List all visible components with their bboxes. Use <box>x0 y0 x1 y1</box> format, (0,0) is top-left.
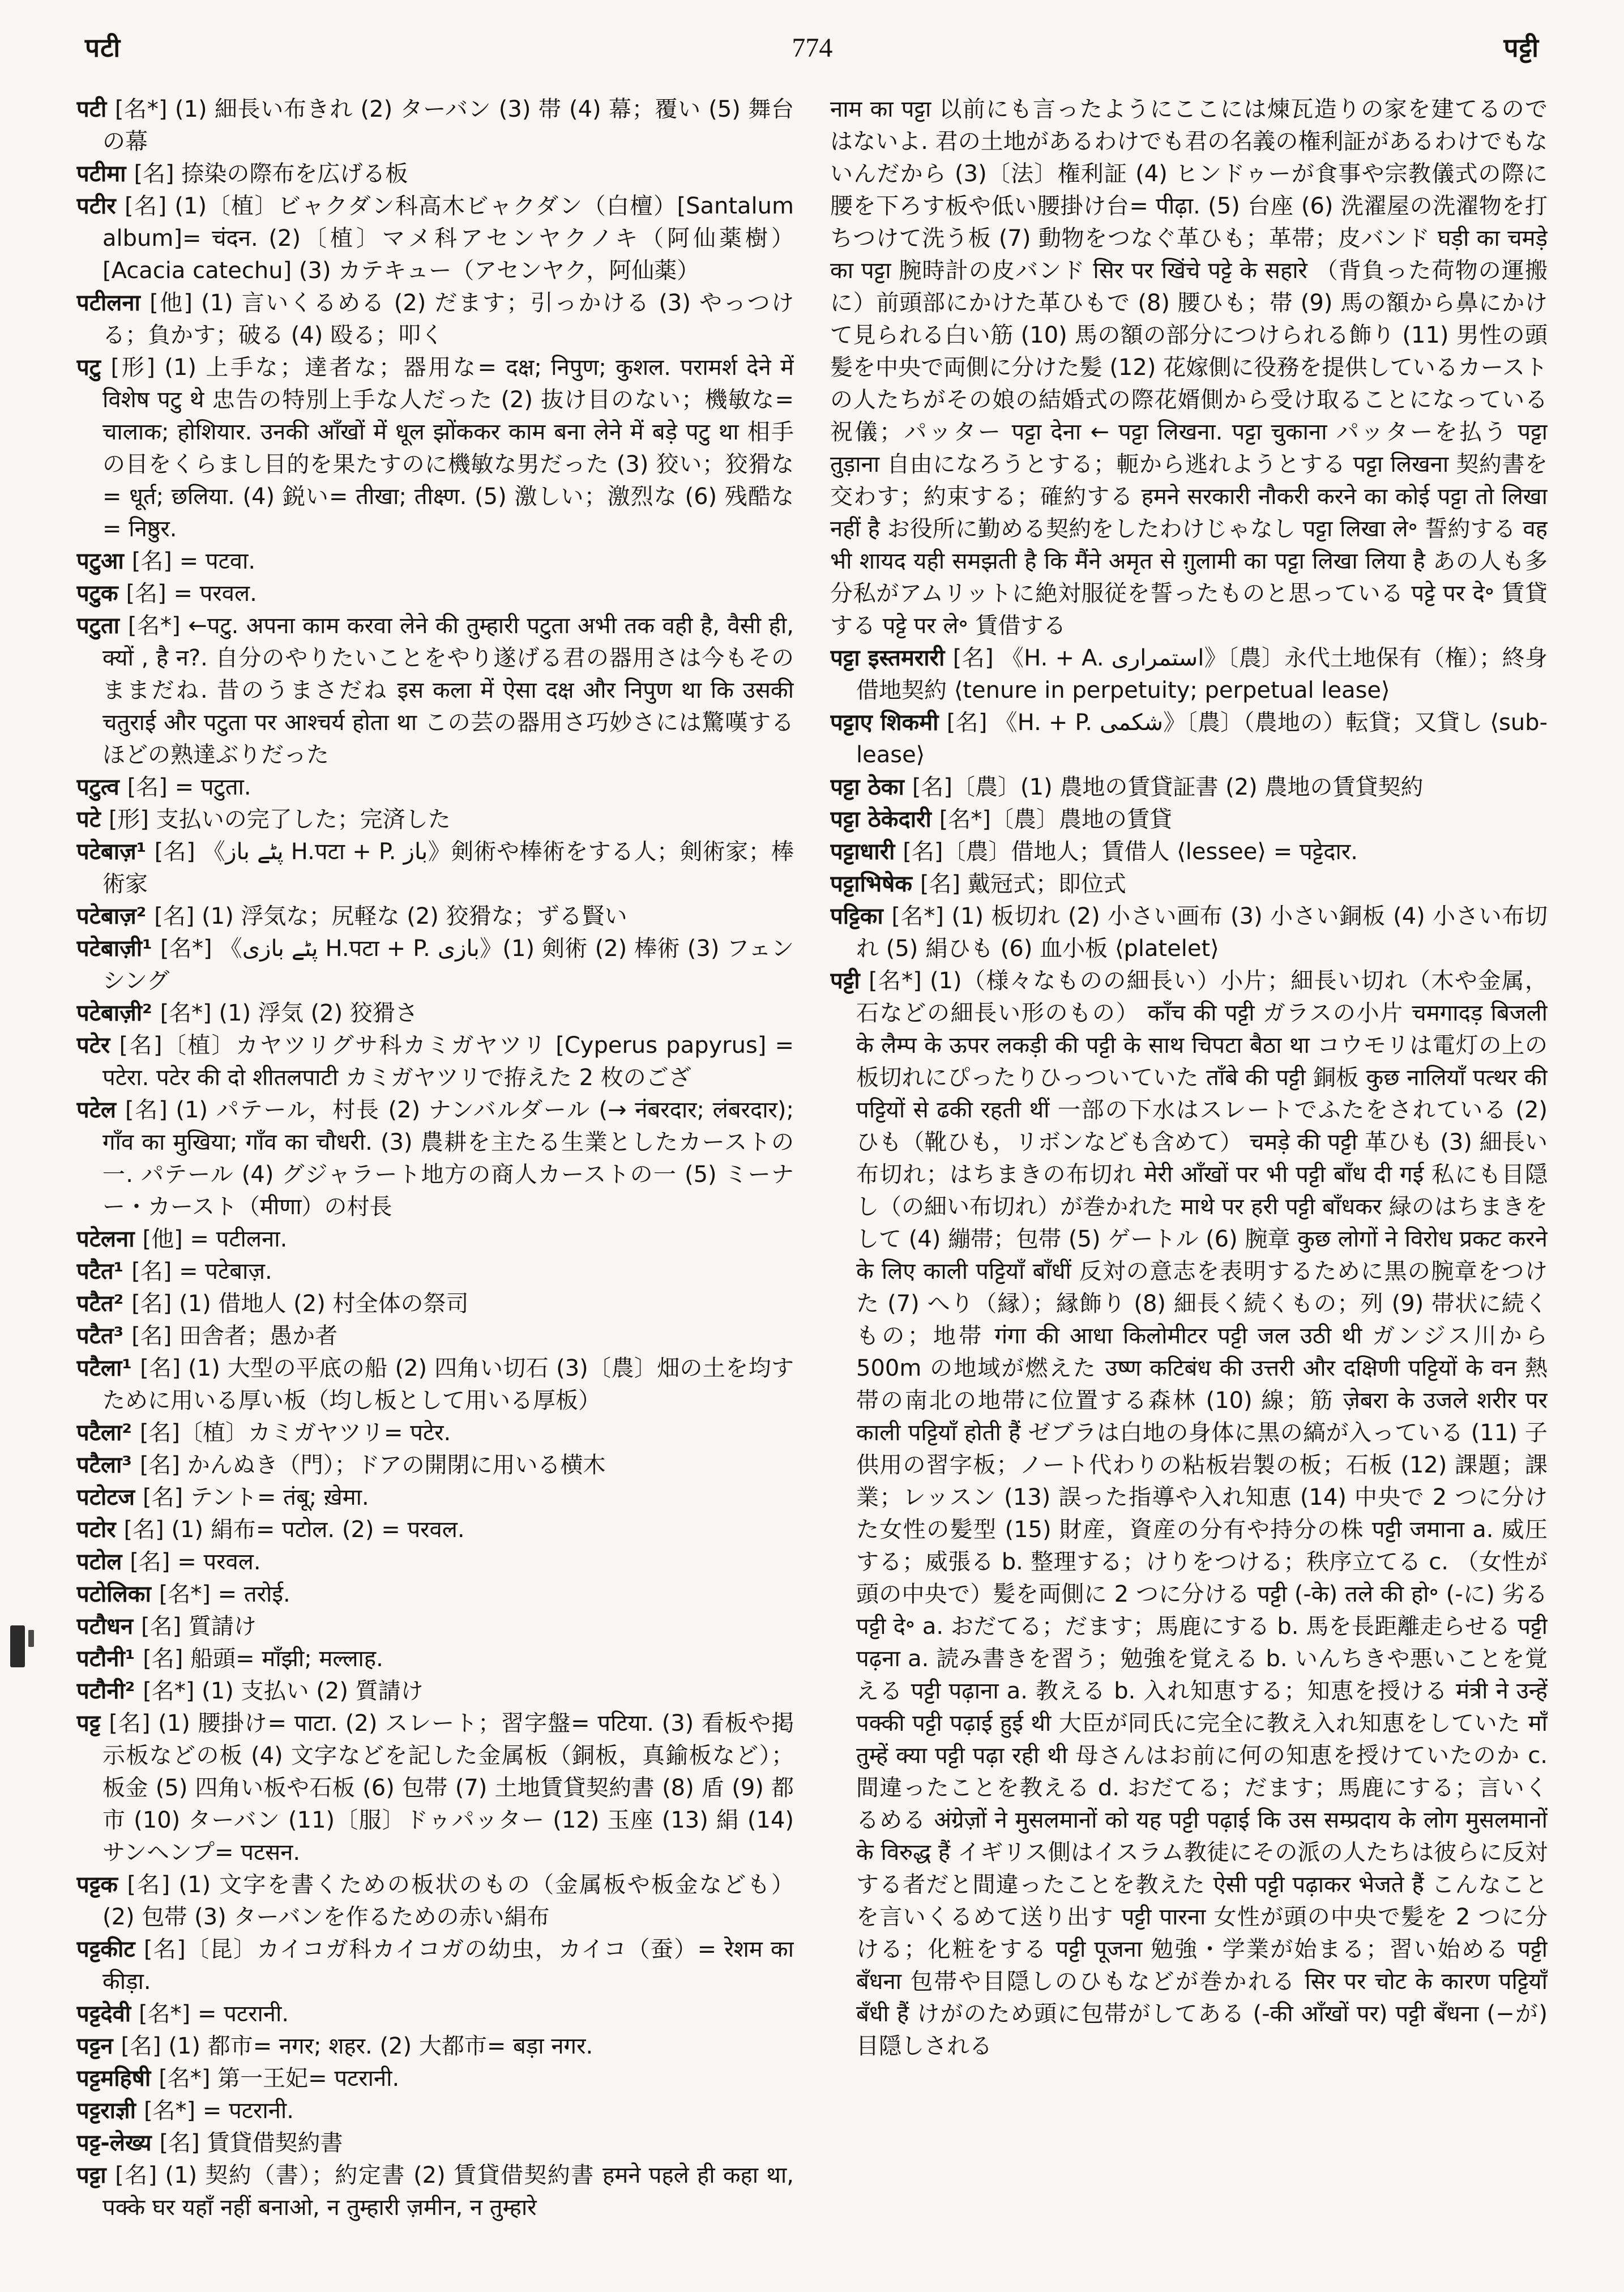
headword: पट्टा ठेकेदारी <box>830 806 939 833</box>
entry-body: [名] = पटेबाज़. <box>131 1258 272 1284</box>
dictionary-entry <box>76 1708 794 1869</box>
headword: पट्टा इस्तमरारी <box>830 645 953 671</box>
entry-body: [名] テント= तंबू; ख़ेमा. <box>143 1484 369 1510</box>
dictionary-entry <box>76 1352 794 1417</box>
headword: पटेबाज़ी² <box>76 1000 160 1026</box>
entry-body: [名] (1) パテール，村長 (2) ナンバルダール (→ नंबरदार; लंबरदार); गाँव का मुखिया; गाँव का चौधरी. (3) 農耕を主たる生業としたカーストの一. パテール (4) グジャラート地方の商人カーストの一 (5) ミーナー・カースト（मीणा）の村長 <box>102 1097 794 1220</box>
scan-artifact <box>28 1630 34 1647</box>
entry-body: [他] = पटीलना. <box>142 1226 288 1252</box>
dictionary-entry <box>76 1223 794 1256</box>
entry-body: [名] = परवल. <box>130 1549 261 1575</box>
headword: पट्टक <box>76 1872 127 1898</box>
dictionary-entry <box>76 1449 794 1482</box>
dictionary-entry <box>76 1482 794 1514</box>
dictionary-entry <box>76 1578 794 1611</box>
dictionary-entry <box>76 1869 794 1934</box>
headword: पटेबाज़² <box>76 903 155 929</box>
dictionary-entry <box>76 2030 794 2063</box>
dictionary-entry <box>76 1998 794 2030</box>
dictionary-entry <box>76 287 794 352</box>
headword: पटीमा <box>76 161 134 187</box>
headword: पटैत¹ <box>76 1258 132 1284</box>
entry-body: [名] 《H. + A. استمراری》〔農〕永代土地保有（権）；終身借地契約 ⟨tenure in perpetuity; perpetual lease⟩ <box>856 645 1548 703</box>
headword: पटैत³ <box>76 1323 132 1349</box>
headword: पटौधन <box>76 1614 141 1640</box>
headword: पटोर <box>76 1517 124 1543</box>
dictionary-entry <box>76 2063 794 2095</box>
page-number: 774 <box>792 33 833 63</box>
entry-body: [名*] 《پٹے بازی H.पटा + P. بازی》(1) 剣術 (2) 棒術 (3) フェンシング <box>102 936 794 994</box>
headword: पटेर <box>76 1032 119 1058</box>
entry-body: [名] (1) 借地人 (2) 村全体の祭司 <box>131 1291 469 1317</box>
text-columns <box>76 93 1548 2269</box>
headword: पटीलना <box>76 290 150 316</box>
dictionary-entry <box>76 1611 794 1643</box>
dictionary-entry <box>76 1094 794 1223</box>
headword: पट्टी <box>830 968 869 994</box>
right-column <box>830 93 1548 2269</box>
headword: पटीर <box>76 193 125 219</box>
dictionary-entry <box>76 771 794 804</box>
dictionary-entry <box>830 804 1548 836</box>
guide-word-left: पटी <box>85 32 121 63</box>
headword: पट्टमहिषी <box>76 2065 159 2092</box>
headword: पटुता <box>76 613 128 639</box>
headword: पट्टा <box>76 2162 116 2188</box>
dictionary-entry <box>76 997 794 1030</box>
left-column <box>76 93 794 2269</box>
headword: पटेल <box>76 1097 125 1123</box>
entry-body: [名] = पटुता. <box>127 774 251 800</box>
entry-body: [名]〔昆〕カイコガ科カイコガの幼虫，カイコ（蚕）= रेशम का कीड़ा. <box>102 1936 794 1995</box>
dictionary-entry <box>76 158 794 190</box>
page-header <box>85 29 1539 69</box>
headword: पट्टाए शिकमी <box>830 710 947 736</box>
dictionary-entry <box>76 933 794 997</box>
entry-body: [名*]〔農〕農地の賃貸 <box>939 806 1172 833</box>
dictionary-entry <box>76 545 794 578</box>
dictionary-entry <box>76 1643 794 1675</box>
dictionary-entry <box>76 1288 794 1320</box>
headword: पटोलिका <box>76 1581 159 1607</box>
entry-body: [名*] (1) 浮気 (2) 狡猾さ <box>160 1000 418 1026</box>
entry-body: [名] (1) 文字を書くための板状のもの（金属板や板金なども） (2) 包帯 (3) ターバンを作るための赤い絹布 <box>102 1872 794 1930</box>
dictionary-entry <box>76 804 794 836</box>
dictionary-entry <box>76 1546 794 1578</box>
headword: पटेबाज़¹ <box>76 839 155 865</box>
headword: पटैला² <box>76 1420 140 1446</box>
dictionary-entry <box>76 2127 794 2159</box>
headword: पटे <box>76 806 109 833</box>
headword: पट्टाभिषेक <box>830 871 920 897</box>
dictionary-entry <box>76 352 794 545</box>
entry-body: [名*] (1) 細長い布きれ (2) ターバン (3) 帯 (4) 幕；覆い (5) 舞台の幕 <box>102 96 794 155</box>
entry-body: [名] 賃貸借契約書 <box>159 2130 343 2156</box>
headword: पट्ट-लेख्य <box>76 2130 160 2156</box>
entry-body: [名]〔農〕借地人；賃借人 ⟨lessee⟩ = पट्टेदार. <box>903 839 1358 865</box>
entry-body: [名] かんぬき（門）；ドアの開閉に用いる横木 <box>139 1452 606 1478</box>
headword: पटैत² <box>76 1291 132 1317</box>
entry-body: [名] (1) 絹布= पटोल. (2) = परवल. <box>123 1517 465 1543</box>
headword: पटी <box>76 96 115 122</box>
headword: पटोल <box>76 1549 130 1575</box>
dictionary-entry <box>76 1417 794 1449</box>
entry-body: [名] (1) 浮気な；尻軽な (2) 狡猾な；ずる賢い <box>154 903 627 929</box>
headword: पटौनी¹ <box>76 1646 143 1672</box>
dictionary-entry <box>830 642 1548 707</box>
entry-body: [名] (1) 大型の平底の船 (2) 四角い切石 (3)〔農〕畑の土を均すために用いる厚い板（均し板として用いる厚板） <box>102 1355 794 1414</box>
headword: पटुत्व <box>76 774 127 800</box>
headword: पट्टकीट <box>76 1936 144 1962</box>
dictionary-entry <box>76 2159 794 2224</box>
dictionary-entry <box>830 900 1548 965</box>
entry-body: [形] (1) 上手な；達者な；器用な= दक्ष; निपुण; कुशल. परामर्श देने में विशेष पटु थे 忠告の特別上手な人だった (2) 抜け目のない；機敏な= चालाक; होशियार. उनकी आँखों में धूल झोंककर काम बना लेने में बड़े पटु था 相手の目をくらまし目的を果たすのに機敏な男だった (3) 狡い；狡猾な= धूर्त; छलिया. (4) 鋭い= तीखा; तीक्ष्ण. (5) 激しい；激烈な (6) 残酷な= निष्ठुर. <box>102 355 794 542</box>
entry-body: [名*] ←पटु. अपना काम करवा लेने की तुम्हारी पटुता अभी तक वही है, वैसी ही, क्यों , है न?. 自分のやりたいことをやり遂げる君の器用さは今もそのままだね. 昔のうまさだね इस कला में ऐसा दक्ष और निपुण था कि उसकी चतुराई और पटुता पर आश्चर्य होता था この芸の器用さ巧妙さには驚嘆するほどの熟達ぶりだった <box>102 613 794 768</box>
dictionary-entry <box>76 1675 794 1708</box>
dictionary-entry <box>830 707 1548 771</box>
dictionary-entry <box>76 900 794 933</box>
entry-body: [名*] = तरोई. <box>159 1581 290 1607</box>
entry-body: [名*] 第一王妃= पटरानी. <box>159 2065 400 2092</box>
headword: पटुआ <box>76 548 132 574</box>
headword: पट्टा ठेका <box>830 774 912 800</box>
headword: पट्टाधारी <box>830 839 903 865</box>
entry-body: नाम का पट्टा 以前にも言ったようにここには煉瓦造りの家を建てるのではないよ. 君の土地があるわけでも君の名義の権利証があるわけでもないんだから (3)〔法〕権利証 (4) ヒンドゥーが食事や宗教儀式の際に腰を下ろす板や低い腰掛け台= पीढ़ा. (5) 台座 (6) 洗濯屋の洗濯物を打ちつけて洗う板 (7) 動物をつなぐ革ひも；革帯；皮バンド घड़ी का चमड़े का पट्टा 腕時計の皮バンド सिर पर खिंचे पट्टे के सहारे （背負った荷物の運搬に）前頭部にかけた革ひもで (8) 腰ひも；帯 (9) 馬の額から鼻にかけて見られる白い筋 (10) 馬の額の部分につけられる飾り (11) 男性の頭髪を中央で両側に分けた髪 (12) 花嫁側に役務を提供しているカーストの人たちがその娘の結婚式の際花婿側から受け取ることになっている祝儀；パッター पट्टा देना ← पट्टा लिखना. पट्टा चुकाना パッターを払う पट्टा तुड़ाना 自由になろうとする；軛から逃れようとする पट्टा लिखना 契約書を交わす；約束する；確約する हमने सरकारी नौकरी करने का कोई पट्टा तो लिखा नहीं है お役所に勤める契約をしたわけじゃなし पट्टा लिखा ले॰ 誓約する वह भी शायद यही समझती है कि मैंने अमृत से ग़ुलामी का पट्टा लिखा लिया है あの人も多分私がアムリットに絶対服従を誓ったものと思っている पट्टे पर दे॰ 賃貸する पट्टे पर ले॰ 賃借する <box>830 96 1548 639</box>
dictionary-entry <box>830 771 1548 804</box>
headword: पट्टन <box>76 2033 121 2059</box>
headword: पट्टराज्ञी <box>76 2098 144 2124</box>
dictionary-entry <box>76 836 794 900</box>
entry-body: [名] (1) 契約（書）；約定書 (2) 賃貸借契約書 हमने पहले ही कहा था, पक्के घर यहाँ नहीं बनाओ, न तुम्हारी ज़मीन, न तुम्हारे <box>102 2162 794 2221</box>
headword: पटौनी² <box>76 1678 143 1704</box>
guide-word-right: पट्टी <box>1503 32 1539 63</box>
entry-body: [名*] (1) 板切れ (2) 小さい画布 (3) 小さい銅板 (4) 小さい布切れ (5) 絹ひも (6) 血小板 ⟨platelet⟩ <box>856 903 1548 962</box>
headword: पट्टिका <box>830 903 892 929</box>
dictionary-entry <box>76 1320 794 1352</box>
scan-artifact <box>10 1625 25 1667</box>
headword: पटु <box>76 355 111 381</box>
dictionary-entry <box>76 578 794 610</box>
dictionary-entry <box>76 1514 794 1546</box>
headword: पटुक <box>76 581 126 607</box>
entry-body: [名*] = पटरानी. <box>143 2098 294 2124</box>
entry-body: [形] 支払いの完了した；完済した <box>108 806 451 833</box>
entry-body: [名] (1) 都市= नगर; शहर. (2) 大都市= बड़ा नगर. <box>121 2033 593 2059</box>
entry-body: [名] = पटवा. <box>131 548 256 574</box>
entry-body: [名] (1)〔植〕ビャクダン科高木ビャクダン（白檀）[Santalum album]= चंदन. (2)〔植〕マメ科アセンヤクノキ（阿仙薬樹）[Acacia catechu] (3) カテキュー（アセンヤク，阿仙薬） <box>102 193 794 284</box>
headword: पटेबाज़ी¹ <box>76 936 160 962</box>
dictionary-entry <box>76 1934 794 1998</box>
entry-body: [名*] (1) 支払い (2) 質請け <box>143 1678 424 1704</box>
dictionary-entry <box>76 190 794 287</box>
dictionary-entry <box>830 868 1548 900</box>
headword: पट्टदेवी <box>76 2001 139 2027</box>
entry-body: [名] 質請け <box>140 1614 257 1640</box>
dictionary-entry <box>76 1030 794 1094</box>
entry-body: [他] (1) 言いくるめる (2) だます；引っかける (3) やっつける；負かす；破る (4) 殴る；叩く <box>102 290 794 348</box>
entry-body: [名*] (1)（様々なものの細長い）小片；細長い切れ（木や金属，石などの細長い形のもの） काँच की पट्टी ガラスの小片 चमगादड़ बिजली के लैम्प के ऊपर लकड़ी की पट्टी के साथ चिपटा बैठा था コウモリは電灯の上の板切れにぴったりひっついていた ताँबे की पट्टी 銅板 कुछ नालियाँ पत्थर की पट्टियों से ढकी रहती थीं 一部の下水はスレートでふたをされている (2) ひも（靴ひも，リボンなども含めて） चमड़े की पट्टी 革ひも (3) 細長い布切れ；はちまきの布切れ मेरी आँखों पर भी पट्टी बाँध दी गई 私にも目隠し（の細い布切れ）が巻かれた माथे पर हरी पट्टी बाँधकर 緑のはちまきをして (4) 繃帯；包帯 (5) ゲートル (6) 腕章 कुछ लोगों ने विरोध प्रकट करने के लिए काली पट्टियाँ बाँधीं 反対の意志を表明するために黒の腕章をつけた (7) へり（縁）；縁飾り (8) 細長く続くもの；列 (9) 帯状に続くもの；地帯 गंगा की आधा किलोमीटर पट्टी जल उठी थी ガンジス川から 500m の地域が燃えた उष्ण कटिबंध की उत्तरी और दक्षिणी पट्टियों के वन 熱帯の南北の地帯に位置する森林 (10) 線；筋 ज़ेबरा के उजले शरीर पर काली पट्टियाँ होती हैं ゼブラは白地の身体に黒の縞が入っている (11) 子供用の習字板；ノート代わりの粘板岩製の板；石板 (12) 課題；課業；レッスン (13) 誤った指導や入れ知恵 (14) 中央で 2 つに分けた女性の髪型 (15) 財産，資産の分有や持分の株 पट्टी जमाना a. 威圧する；威張る b. 整理する；けりをつける；秩序立てる c. （女性が頭の中央で）髪を両側に 2 つに分ける पट्टी (-के) तले की हो॰ (-に) 劣る पट्टी दे॰ a. おだてる；だます；馬鹿にする b. 馬を長距離走らせる पट्टी पढ़ना a. 読み書きを習う；勉強を覚える b. いんちきや悪いことを覚える पट्टी पढ़ाना a. 教える b. 入れ知恵する；知恵を授ける मंत्री ने उन्हें पक्की पट्टी पढ़ाई हुई थी 大臣が同氏に完全に教え入れ知恵をしていた माँ तुम्हें क्या पट्टी पढ़ा रही थी 母さんはお前に何の知恵を授けていたのか c. 間違ったことを教える d. おだてる；だます；馬鹿にする；言いくるめる अंग्रेज़ों ने मुसलमानों को यह पट्टी पढ़ाई कि उस सम्प्रदाय के लोग मुसलमानों के विरुद्ध हैं イギリス側はイスラム教徒にその派の人たちは彼らに反対する者だと間違ったことを教えた ऐसी पट्टी पढ़ाकर भेजते हैं こんなことを言いくるめて送り出す पट्टी पारना 女性が頭の中央で髪を 2 つに分ける；化粧をする पट्टी पूजना 勉強・学業が始まる；習い始める पट्टी बँधना 包帯や目隠しのひもなどが巻かれる सिर पर चोट के कारण पट्टियाँ बँधी हैं けがのため頭に包帯がしてある (-की आँखों पर) पट्टी बँधना (−が) 目隠しされる <box>856 968 1548 2059</box>
entry-body: [名] 《H. + P. شکمی》〔農〕（農地の）転貸；又貸し ⟨sub-lease⟩ <box>856 710 1548 768</box>
entry-body: [名] (1) 腰掛け= पाटा. (2) スレート；習字盤= पटिया. (3) 看板や掲示板などの板 (4) 文字などを記した金属板（銅板，真鍮板など）；板金 (5) 四角い板や石板 (6) 包帯 (7) 土地賃貸契約書 (8) 盾 (9) 都市 (10) ターバン (11)〔服〕ドゥパッター (12) 玉座 (13) 絹 (14) サンヘンプ= पटसन. <box>102 1710 794 1866</box>
dictionary-entry <box>76 610 794 771</box>
entry-body: [名] 捺染の際布を広げる板 <box>134 161 408 187</box>
entry-body: [名] = परवल. <box>126 581 257 607</box>
entry-body: [名]〔農〕(1) 農地の賃貸証書 (2) 農地の賃貸契約 <box>912 774 1424 800</box>
dictionary-entry <box>76 1256 794 1288</box>
dictionary-entry <box>830 93 1548 642</box>
entry-body: [名] 田舎者；愚か者 <box>131 1323 338 1349</box>
headword: पटैला¹ <box>76 1355 140 1381</box>
entry-body: [名]〔植〕カミガヤツリ= पटेर. <box>139 1420 451 1446</box>
entry-body: [名] 《پٹے باز H.पटा + P. باز》剣術や棒術をする人；剣術家；棒術家 <box>102 839 794 897</box>
dictionary-entry <box>830 836 1548 868</box>
headword: पटेलना <box>76 1226 143 1252</box>
dictionary-entry <box>830 965 1548 2063</box>
entry-body: [名] 戴冠式；即位式 <box>920 871 1126 897</box>
headword: पटोटज <box>76 1484 143 1510</box>
entry-body: [名*] = पटरानी. <box>139 2001 289 2027</box>
entry-body: [名]〔植〕カヤツリグサ科カミガヤツリ [Cyperus papyrus] = पटेरा. पटेर की दो शीतलपाटी カミガヤツリで拵えた 2 枚のござ <box>102 1032 794 1091</box>
dictionary-entry <box>76 93 794 158</box>
headword: पट्ट <box>76 1710 109 1736</box>
headword: पटैला³ <box>76 1452 140 1478</box>
entry-body: [名] 船頭= माँझी; मल्लाह. <box>143 1646 383 1672</box>
dictionary-entry <box>76 2095 794 2127</box>
